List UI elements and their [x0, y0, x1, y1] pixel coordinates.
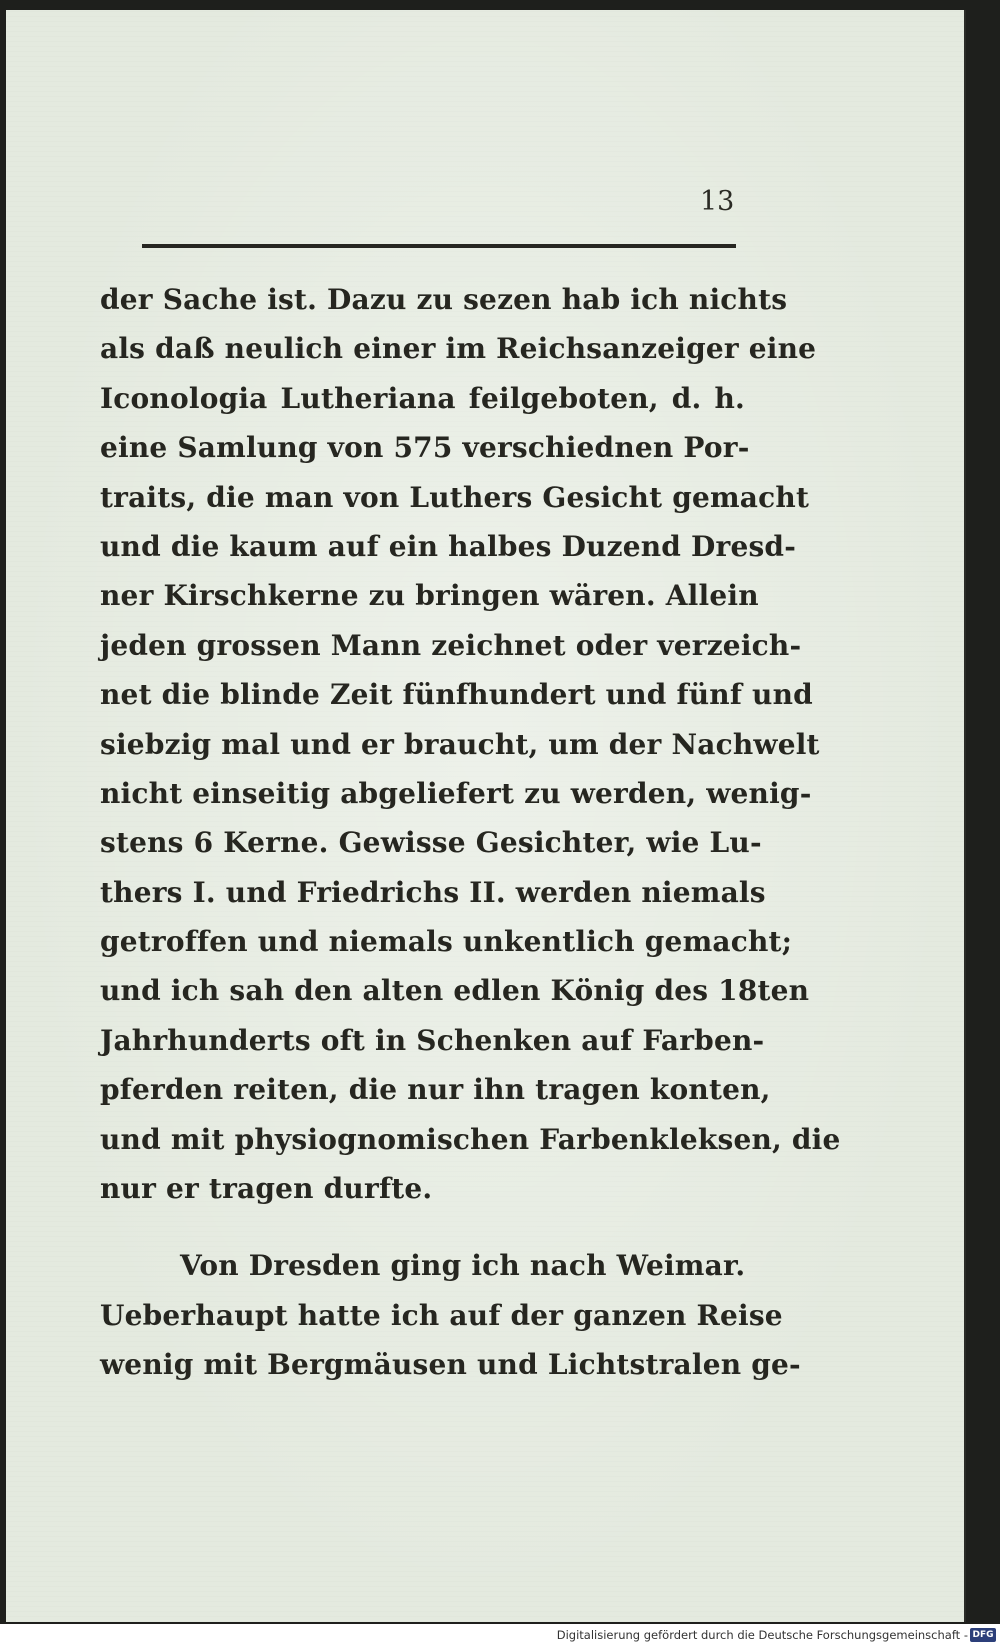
text-line: als daß neulich einer im Reichsanzeiger eine: [100, 332, 817, 366]
text-line: jeden grossen Mann zeichnet oder verzeich-: [100, 628, 802, 662]
dfg-logo: DFG: [970, 1628, 996, 1642]
text-line: Ueberhaupt hatte ich auf der ganzen Reise: [100, 1298, 783, 1332]
text-line: ner Kirschkerne zu bringen wären. Allein: [100, 579, 759, 613]
text-line: nur er tragen durfte.: [100, 1172, 433, 1206]
header-rule: [142, 244, 736, 248]
text-line: traits, die man von Luthers Gesicht gemacht: [100, 480, 810, 514]
paragraph-gap: [100, 1213, 745, 1241]
page-edge: [964, 10, 966, 1622]
text-line: und mit physiognomischen Farbenkleksen, die: [100, 1122, 841, 1156]
text-line: pferden reiten, die nur ihn tragen konten,: [100, 1073, 771, 1107]
text-line: nicht einseitig abgeliefert zu werden, wenig-: [100, 776, 812, 810]
page-number: 13: [700, 186, 735, 217]
text-line: stens 6 Kerne. Gewisse Gesichter, wie Lu-: [100, 826, 762, 860]
text-line: net die blinde Zeit fünfhundert und fünf und: [100, 678, 813, 712]
text-line: Jahrhunderts oft in Schenken auf Farben-: [100, 1023, 765, 1057]
text-line: eine Samlung von 575 verschiednen Por-: [100, 431, 750, 465]
page-text: [100, 275, 841, 1390]
text-line: siebzig mal und er braucht, um der Nachwelt: [100, 727, 820, 761]
text-line: getroffen und niemals unkentlich gemacht;: [100, 925, 793, 959]
text-line: und die kaum auf ein halbes Duzend Dresd-: [100, 529, 797, 563]
text-line: der Sache ist. Dazu zu sezen hab ich nichts: [100, 283, 788, 316]
text-line: wenig mit Bergmäusen und Lichtstralen ge-: [100, 1348, 801, 1382]
digitization-footer: [0, 1624, 1000, 1646]
text-line: und ich sah den alten edlen König des 18ten: [100, 974, 810, 1008]
funding-credit: Digitalisierung gefördert durch die Deutsche Forschungsgemeinschaft -: [556, 1628, 968, 1642]
text-line: thers I. und Friedrichs II. werden niemals: [100, 875, 766, 909]
text-line: Iconologia Lutheriana feilgeboten, d. h.: [100, 381, 745, 415]
text-line: Von Dresden ging ich nach Weimar.: [180, 1249, 746, 1283]
